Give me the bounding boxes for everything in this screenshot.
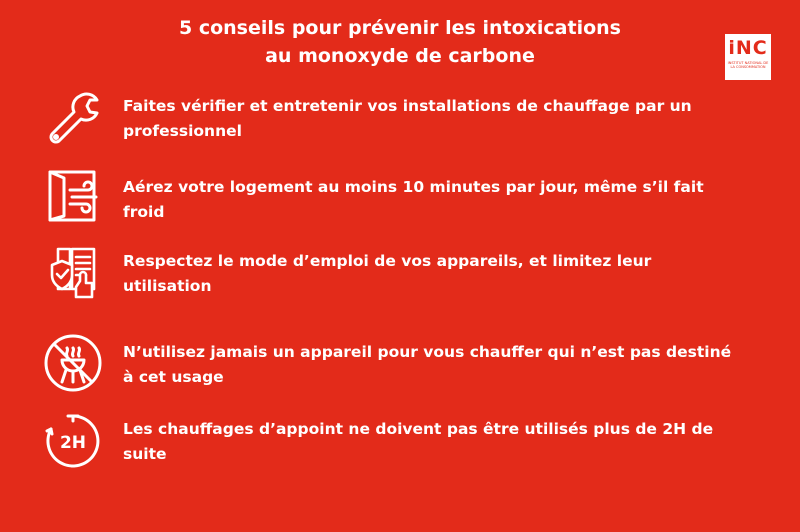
tip-4-text: N’utilisez jamais un appareil pour vous chauffer qui n’est pas destiné à cet usage	[123, 343, 732, 386]
tip-4	[0, 336, 800, 406]
inc-logo	[725, 34, 771, 80]
manual-shield-icon	[42, 243, 104, 305]
page-title	[0, 14, 800, 70]
two-hour-timer-icon	[42, 410, 104, 472]
title-line-2: au monoxyde de carbone	[265, 45, 535, 67]
tip-1	[0, 92, 800, 162]
no-barbecue-icon	[42, 332, 104, 394]
wrench-icon	[42, 88, 104, 150]
tip-3-text: Respectez le mode d’emploi de vos appareils, et limitez leur utilisation	[123, 252, 652, 295]
tip-2-text: Aérez votre logement au moins 10 minutes par jour, même s’il fait froid	[123, 178, 704, 221]
tip-5-text: Les chauffages d’appoint ne doivent pas être utilisés plus de 2H de suite	[123, 420, 714, 463]
tip-1-text: Faites vérifier et entretenir vos installations de chauffage par un professionnel	[123, 97, 692, 140]
tip-5	[0, 414, 800, 484]
timer-label: 2H	[59, 433, 87, 453]
window-airflow-icon	[42, 166, 104, 228]
logo-subtitle: INSTITUT NATIONAL DE LA CONSOMMATION	[727, 61, 769, 69]
tip-2	[0, 170, 800, 240]
title-line-1: 5 conseils pour prévenir les intoxications	[179, 17, 621, 39]
logo-mark: iNC	[728, 37, 768, 59]
tip-3	[0, 245, 800, 315]
